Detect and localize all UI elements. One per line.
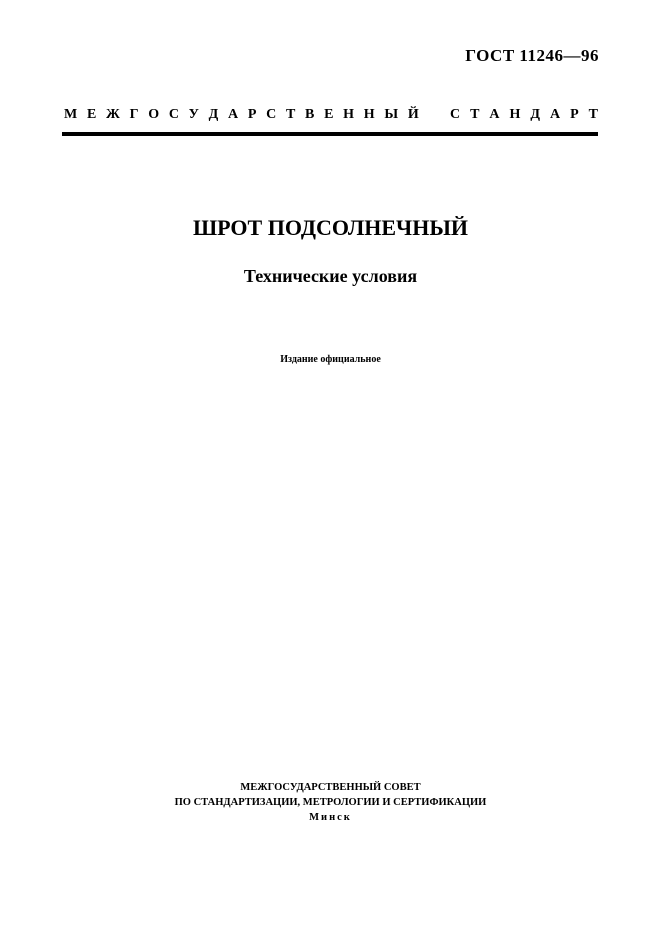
banner-letter: С <box>168 107 179 122</box>
banner-letter: Т <box>470 107 480 122</box>
banner-letter: М <box>64 107 78 122</box>
banner-letter: О <box>148 107 160 122</box>
banner-letter: Т <box>588 107 598 122</box>
banner-letter: Р <box>247 107 257 122</box>
banner-letter: С <box>266 107 277 122</box>
banner-letter: Е <box>324 107 334 122</box>
banner-letter: Т <box>285 107 296 122</box>
banner-letter: Е <box>86 107 97 122</box>
banner-letter: С <box>450 107 461 122</box>
banner-letter: А <box>489 107 500 122</box>
banner-letter: В <box>305 107 315 122</box>
banner-letter: А <box>549 107 561 122</box>
header-rule <box>62 132 598 136</box>
document-title: ШРОТ ПОДСОЛНЕЧНЫЙ <box>192 215 469 240</box>
banner-letter: Д <box>208 107 219 122</box>
document-subtitle: Технические условия <box>243 266 418 286</box>
banner-letter: У <box>188 107 199 122</box>
edition-note: Издание официальное <box>280 354 381 365</box>
banner-letter: А <box>228 107 239 122</box>
publisher-city: Минск <box>309 812 352 823</box>
gost-code: ГОСТ 11246—96 <box>465 46 599 65</box>
standard-type-word-interstate <box>64 107 419 123</box>
banner-letter: Н <box>343 107 355 122</box>
banner-letter: Н <box>363 107 375 122</box>
publisher-block <box>0 780 661 825</box>
banner-letter: Ж <box>106 107 120 122</box>
standard-type-word-standard <box>450 107 598 123</box>
standard-type-banner <box>64 107 598 123</box>
publisher-line-2: ПО СТАНДАРТИЗАЦИИ, МЕТРОЛОГИИ И СЕРТИФИКАЦИИ <box>174 797 487 808</box>
banner-letter: Ы <box>384 107 399 122</box>
banner-letter: Н <box>509 107 521 122</box>
banner-letter: Д <box>530 107 540 122</box>
banner-letter: Р <box>570 107 579 122</box>
banner-letter: Г <box>129 107 139 122</box>
banner-letter: Й <box>407 107 419 122</box>
publisher-line-1: МЕЖГОСУДАРСТВЕННЫЙ СОВЕТ <box>240 782 421 793</box>
